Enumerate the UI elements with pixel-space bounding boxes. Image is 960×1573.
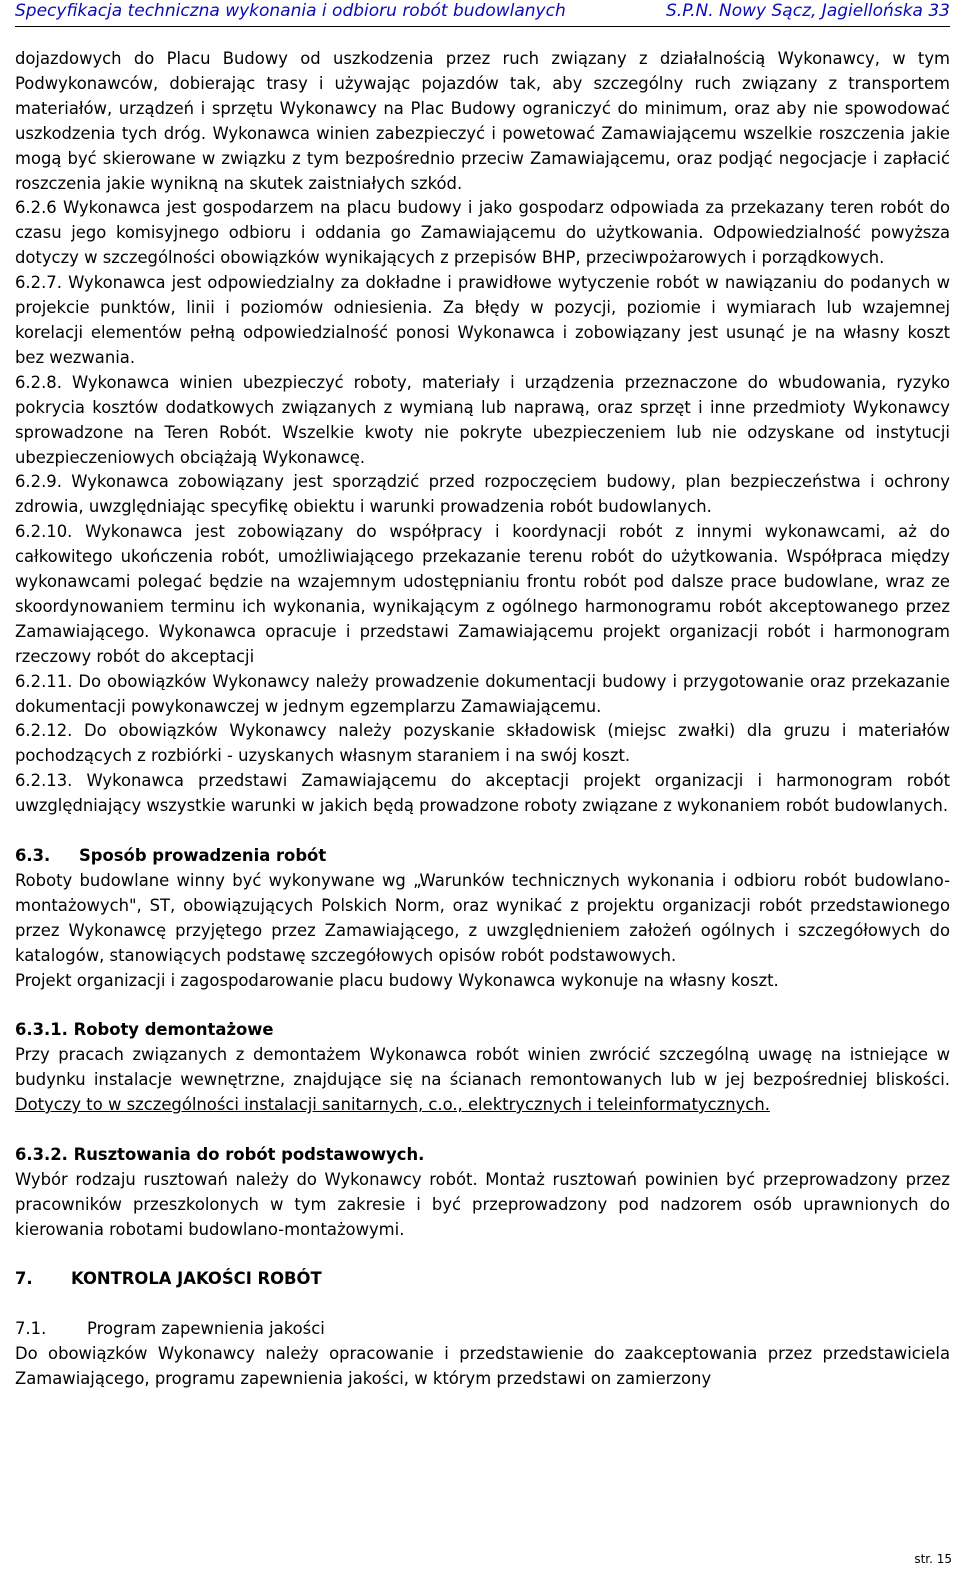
chapter-heading-7 [15, 1267, 950, 1292]
section-heading-6-3-2: 6.3.2. Rusztowania do robót podstawowych. [15, 1144, 425, 1164]
heading-number: 7.1. [15, 1319, 47, 1339]
page-header [15, 0, 950, 27]
paragraph-6-2-12: 6.2.12. Do obowiązków Wykonawcy należy pozyskanie składowisk (miejsc zwałki) dla gruzu i materiałów pochodzących z rozbiórki - uzyskanych własnym staraniem i na swój koszt. [15, 721, 950, 766]
heading-title: Sposób prowadzenia robót [79, 845, 327, 865]
section-heading-7-1 [15, 1317, 950, 1342]
paragraph-6-2-7: 6.2.7. Wykonawca jest odpowiedzialny za dokładne i prawidłowe wytyczenie robót w nawiązaniu do podanych w projekcie punktów, linii i poziomów odniesienia. Za błędy w pozycji, poziomie i wymiarach lub wzajemnej korelacji elementów pełną odpowiedzialność ponosi Wykonawca i zobowiązany jest usunąć je na własny koszt bez wezwania. [15, 273, 950, 367]
heading-title: Program zapewnienia jakości [87, 1319, 325, 1339]
heading-number: 6.3. [15, 845, 51, 865]
paragraph-6-2-8: 6.2.8. Wykonawca winien ubezpieczyć roboty, materiały i urządzenia przeznaczone do wbudowania, ryzyko pokrycia kosztów dodatkowych związanych z wymianą lub naprawą, oraz sprzęt i inne przedmioty Wykonawcy sprowadzone na Teren Robót. Wszelkie kwoty nie pokryte ubezpieczeniem lub nie odzyskane od instytucji ubezpieczeniowych obciążają Wykonawcę. [15, 372, 950, 467]
page-number: str. 15 [914, 1552, 952, 1566]
paragraph-6-2-11: 6.2.11. Do obowiązków Wykonawcy należy prowadzenie dokumentacji budowy i przygotowanie oraz przekazanie dokumentacji powykonawczej w jednym egzemplarzu Zamawiającemu. [15, 671, 950, 716]
paragraph-6-3-b: Projekt organizacji i zagospodarowanie placu budowy Wykonawca wykonuje na własny koszt. [15, 970, 779, 990]
paragraph-6-3: Roboty budowlane winny być wykonywane wg „Warunków technicznych wykonania i odbioru robót budowlano-montażowych", ST, obowiązujących Polskich Norm, oraz wynikać z projektu organizacji robót przedstawionego przez Wykonawcę przyjętego przez Zamawiającego, z uwzględnieniem założeń ogólnych i szczegółowych do katalogów, stanowiących podstawę szczegółowych opisów robót podstawowych. [15, 870, 950, 965]
paragraph-7-1: Do obowiązków Wykonawcy należy opracowanie i przedstawienie do zaakceptowania przez przedstawiciela Zamawiającego, programu zapewnienia jakości, w którym przedstawi on zamierzony [15, 1344, 950, 1388]
heading-number: 7. [15, 1269, 33, 1289]
header-location: S.P.N. Nowy Sącz, Jagiellońska 33 [666, 1, 950, 21]
document-body [15, 47, 950, 1392]
paragraph-6-2-13: 6.2.13. Wykonawca przedstawi Zamawiającemu do akceptacji projekt organizacji i harmonogram robót uwzględniający wszystkie warunki w jakich będą prowadzone roboty związane z wykonaniem robót budowlanych. [15, 771, 950, 816]
heading-title: KONTROLA JAKOŚCI ROBÓT [71, 1269, 322, 1289]
paragraph-6-2-6: 6.2.6 Wykonawca jest gospodarzem na placu budowy i jako gospodarz odpowiada za przekazany teren robót do czasu jego komisyjnego odbioru i oddania go Zamawiającemu do użytkowania. Odpowiedzialność powyższa dotyczy w szczególności obowiązków wynikających z przepisów BHP, przeciwpożarowych i porządkowych. [15, 198, 950, 268]
paragraph-text: Przy pracach związanych z demontażem Wykonawca robót winien zwrócić szczególną uwagę na istniejące w budynku instalacje wewnętrzne, znajdujące się na ścianach remontowanych lub w jej bezpośredniej bliskości. [15, 1045, 950, 1090]
paragraph: dojazdowych do Placu Budowy od uszkodzenia przez ruch związany z działalnością Wykonawcy, w tym Podwykonawców, dobierając trasy i używając pojazdów tak, aby szczególny ruch związany z transportem materiałów, urządzeń i sprzętu Wykonawcy na Plac Budowy ograniczyć do minimum, oraz aby nie spowodować uszkodzenia tych dróg. Wykonawca winien zabezpieczyć i powetować Zamawiającemu wszelkie roszczenia jakie mogą być skierowane w związku z tym bezpośrednio przeciw Zamawiającemu, oraz podjąć negocjacje i zapłacić roszczenia jakie wynikną na skutek zaistniałych szkód. [15, 49, 950, 193]
paragraph-6-2-10: 6.2.10. Wykonawca jest zobowiązany do współpracy i koordynacji robót z innymi wykonawcami, aż do całkowitego ukończenia robót, umożliwiającego przekazanie terenu robót do użytkowania. Współpraca między wykonawcami polegać będzie na wzajemnym udostępnianiu frontu robót pod dalsze prace budowlane, wraz ze skoordynowaniem terminu ich wykonania, wynikającym z ogólnego harmonogramu robót akceptowanego przez Zamawiającego. Wykonawca opracuje i przedstawi Zamawiającemu projekt organizacji robót i harmonogram rzeczowy robót do akceptacji [15, 522, 950, 666]
paragraph-6-2-9: 6.2.9. Wykonawca zobowiązany jest sporządzić przed rozpoczęciem budowy, plan bezpieczeństwa i ochrony zdrowia, uwzględniając specyfikę obiektu i warunki prowadzenia robót budowlanych. [15, 472, 950, 517]
section-heading-6-3-1: 6.3.1. Roboty demontażowe [15, 1020, 274, 1040]
section-heading-6-3 [15, 844, 950, 869]
paragraph-6-3-1 [15, 1043, 950, 1118]
underlined-text: Dotyczy to w szczególności instalacji sanitarnych, c.o., elektrycznych i teleinformatycznych. [15, 1095, 770, 1115]
paragraph-6-3-2: Wybór rodzaju rusztowań należy do Wykonawcy robót. Montaż rusztowań powinien być przeprowadzony przez pracowników przeszkolonych w tym zakresie i być przeprowadzony pod nadzorem osób uprawnionych do kierowania robotami budowlano-montażowymi. [15, 1169, 950, 1239]
header-title: Specyfikacja techniczna wykonania i odbioru robót budowlanych [15, 1, 566, 21]
